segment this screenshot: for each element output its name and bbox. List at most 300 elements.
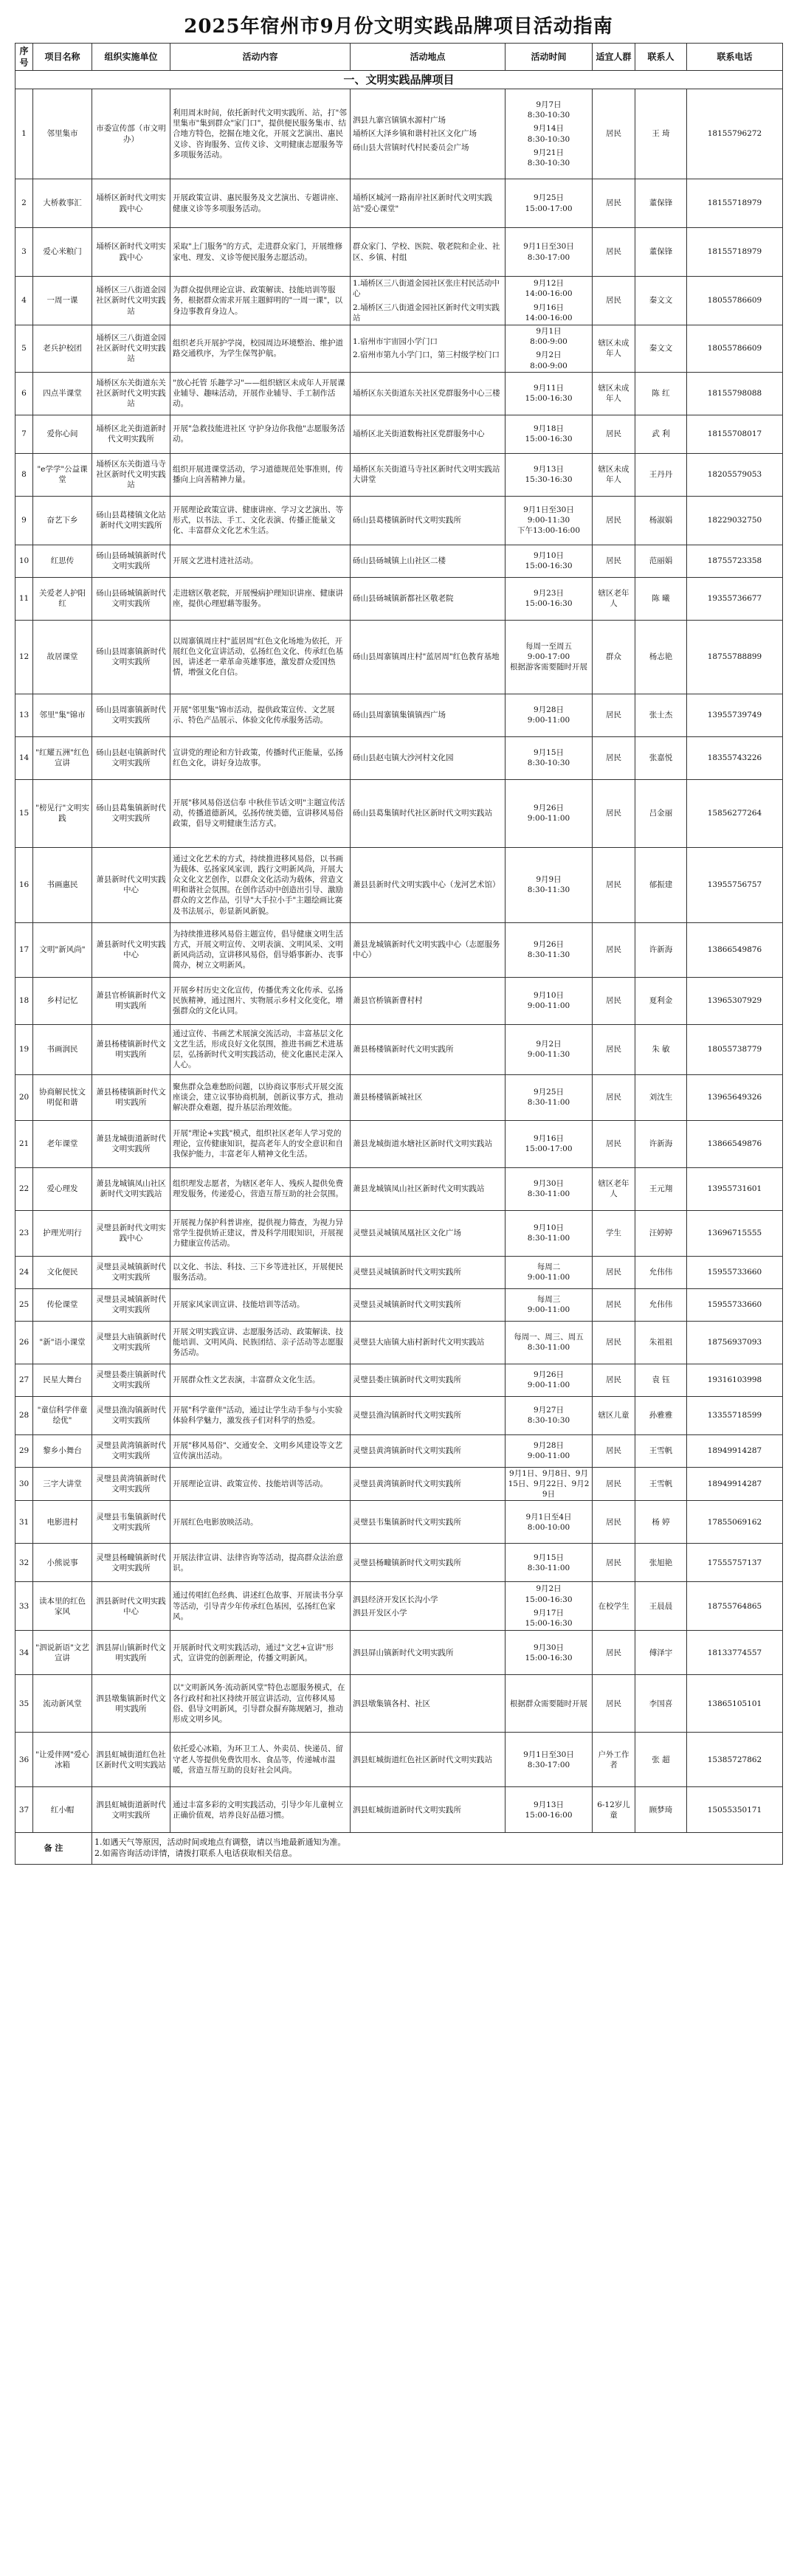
place-line: 1.宿州市宇宙园小学门口 <box>353 337 438 347</box>
activity-place <box>351 736 506 779</box>
activity-place <box>351 1733 506 1787</box>
target-crowd: 居民 <box>593 1501 635 1544</box>
contact-person: 刘沈生 <box>635 1074 687 1120</box>
contact-person: 王晨晨 <box>635 1582 687 1631</box>
activity-time <box>506 1210 593 1256</box>
time-line: 9月15日 8:30-10:30 <box>527 748 570 768</box>
contact-phone: 15856277264 <box>687 779 783 847</box>
row-no: 25 <box>15 1288 33 1321</box>
contact-phone: 18756937093 <box>687 1321 783 1364</box>
project-name: 文明"新风尚" <box>33 922 92 977</box>
target-crowd: 居民 <box>593 977 635 1024</box>
activity-content: 利用周末时间，依托新时代文明实践所、站，打"邻里集市"集到群众"家门口"，提供便民服务集市、结合地方特色，挖掘在地文化，开展文艺演出、惠民义诊、咨询服务、宣传义诊、文明健康志愿服务等多项服务活动。 <box>170 89 351 179</box>
project-name: 邻里集市 <box>33 89 92 179</box>
activity-place <box>351 847 506 922</box>
target-crowd: 居民 <box>593 1544 635 1582</box>
activity-time <box>506 415 593 453</box>
row-no: 19 <box>15 1024 33 1074</box>
org-unit: 泗县虹城街道新时代文明实践所 <box>92 1787 170 1833</box>
contact-person: 王丹丹 <box>635 453 687 496</box>
activity-place <box>351 1582 506 1631</box>
project-name: 协商解民忧文明促和谐 <box>33 1074 92 1120</box>
time-line: 9月25日 8:30-11:00 <box>527 1088 570 1108</box>
table-row <box>15 1787 783 1833</box>
place-line: 2.宿州市第九小学门口，第三村级学校门口 <box>353 351 500 360</box>
target-crowd: 居民 <box>593 415 635 453</box>
place-line: 砀山县砀城镇上山社区二楼 <box>353 556 446 566</box>
place-line: 泗县屏山镇新时代文明实践所 <box>353 1648 454 1657</box>
time-line: 9月27日 8:30-10:30 <box>527 1406 570 1426</box>
activity-content: 开展红色电影放映活动。 <box>170 1501 351 1544</box>
org-unit: 埇桥区新时代文明实践中心 <box>92 228 170 277</box>
activity-time <box>506 545 593 577</box>
contact-phone: 18155798088 <box>687 372 783 415</box>
place-line: 砀山县砀城镇新都社区敬老院 <box>353 594 454 604</box>
time-line: 9月15日 8:30-11:00 <box>527 1553 570 1572</box>
target-crowd: 辖区未成年人 <box>593 372 635 415</box>
activity-content: 开展"移风易俗"、交通安全、文明乡风建设等文艺宣传演出活动。 <box>170 1434 351 1467</box>
org-unit: 萧县官桥镇新时代文明实践所 <box>92 977 170 1024</box>
org-unit: 灵璧县灵城镇新时代文明实践所 <box>92 1288 170 1321</box>
org-unit: 泗县墩集镇新时代文明实践所 <box>92 1675 170 1733</box>
row-no: 21 <box>15 1120 33 1167</box>
table-row <box>15 847 783 922</box>
place-line: 萧县龙城镇新时代文明实践中心（志愿服务中心） <box>353 940 500 960</box>
target-crowd: 居民 <box>593 847 635 922</box>
activity-table <box>15 43 783 1865</box>
table-row <box>15 1631 783 1675</box>
place-line: 萧县龙城镇凤山社区新时代文明实践站 <box>353 1184 485 1194</box>
project-name: 读本里的红色家风 <box>33 1582 92 1631</box>
place-line: 砀山县周寨镇集镇镇西广场 <box>353 711 446 720</box>
place-line: 萧县县新时代文明实践中心（龙河艺术馆） <box>353 880 500 890</box>
activity-place <box>351 545 506 577</box>
target-crowd: 居民 <box>593 736 635 779</box>
table-row <box>15 496 783 545</box>
activity-content: 采取"上门服务"的方式，走进群众家门，开展维修家电、理发、义诊等便民服务志愿活动。 <box>170 228 351 277</box>
time-line: 9月17日 15:00-16:30 <box>525 1608 573 1628</box>
target-crowd: 居民 <box>593 922 635 977</box>
target-crowd: 居民 <box>593 545 635 577</box>
time-line: 9月26日 8:30-11:30 <box>527 940 570 960</box>
activity-place <box>351 1467 506 1501</box>
activity-content: 开展"邻里集"锦市活动，提供政策宣传、文艺展示、特色产品展示、体验文化传承服务活动。 <box>170 694 351 736</box>
project-name: 大桥救事汇 <box>33 179 92 228</box>
activity-place <box>351 277 506 325</box>
section-row <box>15 71 783 89</box>
contact-phone: 18355743226 <box>687 736 783 779</box>
activity-content: 组织理发志愿者，为辖区老年人、残疾人提供免费理发服务，传递爱心，营造互帮互助的社会氛围。 <box>170 1167 351 1210</box>
activity-place <box>351 1631 506 1675</box>
table-row <box>15 1024 783 1074</box>
activity-content: 宣讲党的理论和方针政策，传播时代正能量，弘扬红色文化，讲好身边故事。 <box>170 736 351 779</box>
time-line: 9月9日 8:30-11:30 <box>527 875 570 895</box>
contact-person: 王元翔 <box>635 1167 687 1210</box>
notes-content <box>92 1833 783 1865</box>
target-crowd: 居民 <box>593 179 635 228</box>
row-no: 2 <box>15 179 33 228</box>
header-crowd: 适宜人群 <box>593 44 635 71</box>
time-line: 每周一至周五 9:00-17:00 根据游客需要随时开展 <box>510 641 587 672</box>
org-unit: 萧县杨楼镇新时代文明实践所 <box>92 1074 170 1120</box>
contact-phone: 17855069162 <box>687 1501 783 1544</box>
contact-phone: 15385727862 <box>687 1733 783 1787</box>
table-row <box>15 779 783 847</box>
row-no: 33 <box>15 1582 33 1631</box>
contact-phone: 13955739749 <box>687 694 783 736</box>
activity-time <box>506 779 593 847</box>
row-no: 15 <box>15 779 33 847</box>
org-unit: 泗县虹城街道红色社区新时代文明实践站 <box>92 1733 170 1787</box>
place-line: 萧县杨楼镇新时代文明实践所 <box>353 1045 454 1054</box>
target-crowd: 居民 <box>593 496 635 545</box>
table-row <box>15 325 783 373</box>
time-line: 9月12日 14:00-16:00 <box>525 279 573 299</box>
row-no: 5 <box>15 325 33 373</box>
activity-content: 通过丰富多彩的文明实践活动，引导少年儿童树立正确价值观，培养良好品德习惯。 <box>170 1787 351 1833</box>
table-row <box>15 694 783 736</box>
row-no: 34 <box>15 1631 33 1675</box>
row-no: 28 <box>15 1396 33 1434</box>
table-row <box>15 1733 783 1787</box>
project-name: "榜见行"文明实践 <box>33 779 92 847</box>
org-unit: 萧县杨楼镇新时代文明实践所 <box>92 1024 170 1074</box>
target-crowd: 辖区未成年人 <box>593 325 635 373</box>
time-line: 每周三 9:00-11:00 <box>527 1295 570 1315</box>
activity-content: 开展新时代文明实践活动，通过"文艺+宣讲"形式，宣讲党的创新理论，传播文明新风。 <box>170 1631 351 1675</box>
target-crowd: 辖区未成年人 <box>593 453 635 496</box>
table-row <box>15 453 783 496</box>
activity-content: 为持续推进移风易俗主题宣传，倡导健康文明生活方式，开展文明宣传、文明表演、文明风采、文明新风尚活动，宣讲移风易俗，倡导婚事新办、丧事简办，树立文明新风。 <box>170 922 351 977</box>
activity-time <box>506 1582 593 1631</box>
target-crowd: 居民 <box>593 277 635 325</box>
table-header-row <box>15 44 783 71</box>
activity-time <box>506 179 593 228</box>
project-name: 乡村记忆 <box>33 977 92 1024</box>
activity-content: 开展法律宣讲、法律咨询等活动，提高群众法治意识。 <box>170 1544 351 1582</box>
place-line: 灵璧县黄湾镇新时代文明实践所 <box>353 1479 461 1488</box>
project-name: 传伦课堂 <box>33 1288 92 1321</box>
target-crowd: 居民 <box>593 1120 635 1167</box>
time-line: 9月13日 15:30-16:30 <box>525 465 573 485</box>
time-line: 9月26日 9:00-11:00 <box>527 1370 570 1390</box>
time-line: 9月10日 15:00-16:30 <box>525 551 573 571</box>
org-unit: 灵璧县韦集镇新时代文明实践所 <box>92 1501 170 1544</box>
row-no: 4 <box>15 277 33 325</box>
target-crowd: 群众 <box>593 620 635 694</box>
contact-person: 朱 敏 <box>635 1024 687 1074</box>
table-row <box>15 1074 783 1120</box>
contact-person: 允伟伟 <box>635 1256 687 1288</box>
activity-place <box>351 415 506 453</box>
activity-place <box>351 496 506 545</box>
project-name: 关爱老人护阳红 <box>33 577 92 620</box>
contact-phone: 18205579053 <box>687 453 783 496</box>
org-unit: 埇桥区东关街道东关社区新时代文明实践站 <box>92 372 170 415</box>
place-line: 泗县虹城街道红色社区新时代文明实践站 <box>353 1755 492 1764</box>
activity-time <box>506 1364 593 1396</box>
activity-place <box>351 1167 506 1210</box>
project-name: 故居课堂 <box>33 620 92 694</box>
contact-person: 吕金丽 <box>635 779 687 847</box>
activity-time <box>506 1396 593 1434</box>
place-line: 灵璧县渔沟镇新时代文明实践所 <box>353 1411 461 1420</box>
contact-person: 张 超 <box>635 1733 687 1787</box>
row-no: 30 <box>15 1467 33 1501</box>
place-line: 灵璧县娄庄镇新时代文明实践所 <box>353 1375 461 1385</box>
contact-phone: 18155718979 <box>687 228 783 277</box>
page-title: 2025年宿州市9月份文明实践品牌项目活动指南 <box>184 15 613 38</box>
time-line: 9月30日 8:30-11:00 <box>527 1179 570 1199</box>
org-unit: 灵璧县大庙镇新时代文明实践所 <box>92 1321 170 1364</box>
contact-phone: 18229032750 <box>687 496 783 545</box>
contact-phone: 18155718979 <box>687 179 783 228</box>
place-line: 砀山县大营镇时代村民委员会广场 <box>353 142 469 152</box>
table-row <box>15 1396 783 1434</box>
row-no: 36 <box>15 1733 33 1787</box>
contact-phone: 13866549876 <box>687 922 783 977</box>
contact-person: 张嘉悦 <box>635 736 687 779</box>
table-row <box>15 620 783 694</box>
time-line: 9月30日 15:00-16:30 <box>525 1643 573 1662</box>
time-line: 9月25日 15:00-17:00 <box>525 193 573 213</box>
project-name: 黎乡小舞台 <box>33 1434 92 1467</box>
activity-content: 开展乡村历史文化宣传，传播优秀文化传承、弘扬民族精神，通过图片、实物展示乡村文化变化，增强群众的文化认同。 <box>170 977 351 1024</box>
place-line: 埇桥区东关街道马寺社区新时代文明实践站大讲堂 <box>353 465 500 485</box>
activity-place <box>351 1501 506 1544</box>
activity-time <box>506 1467 593 1501</box>
contact-phone: 18755764865 <box>687 1582 783 1631</box>
activity-place <box>351 1364 506 1396</box>
notes-row <box>15 1833 783 1865</box>
target-crowd: 居民 <box>593 694 635 736</box>
activity-time <box>506 89 593 179</box>
activity-content: 通过文化艺术的方式，持续推进移风易俗，以书画为载体、弘扬家风家训，践行文明新风尚，开展大众文化文艺创作，以群众文化活动为载体，营造文明和谐社会氛围。在创作活动中创造出引导、激励群众的文艺作品，引导"大手拉小手"主题绘画比赛及书法展示，彰显新风新貌。 <box>170 847 351 922</box>
org-unit: 砀山县周寨镇新时代文明实践所 <box>92 694 170 736</box>
contact-person: 袁 钰 <box>635 1364 687 1396</box>
row-no: 10 <box>15 545 33 577</box>
time-line: 9月1日至30日 8:30-17:00 <box>523 242 574 262</box>
contact-person: 陈 曦 <box>635 577 687 620</box>
project-name: 书画惠民 <box>33 847 92 922</box>
activity-place <box>351 325 506 373</box>
activity-time <box>506 1321 593 1364</box>
contact-person: 允伟伟 <box>635 1288 687 1321</box>
activity-content: 开展"理论+实践"模式，组织社区老年人学习党的理论，宣传健康知识，提高老年人的安全意识和自我保护能力，丰富老年人精神文化生活。 <box>170 1120 351 1167</box>
activity-place <box>351 372 506 415</box>
place-line: 萧县杨楼镇新城社区 <box>353 1093 423 1102</box>
activity-time <box>506 1074 593 1120</box>
table-row <box>15 372 783 415</box>
target-crowd: 居民 <box>593 1256 635 1288</box>
note-line: 1.如遇天气等原因，活动时间或地点有调整，请以当地最新通知为准。 <box>94 1837 346 1848</box>
time-line: 每周一、周三、周五 8:30-11:00 <box>514 1333 584 1353</box>
time-line: 9月26日 9:00-11:00 <box>527 804 570 823</box>
place-line: 埇桥区北关街道数梅社区党群服务中心 <box>353 429 485 439</box>
time-line: 9月16日 15:00-17:00 <box>525 1134 573 1154</box>
activity-content: 开展理论政策宣讲、健康讲座、学习文艺演出、等形式，以书法、手工、文化表演、传播正能量文化、丰富群众文化艺术生活。 <box>170 496 351 545</box>
place-line: 灵璧县灵城镇新时代文明实践所 <box>353 1268 461 1277</box>
target-crowd: 户外工作者 <box>593 1733 635 1787</box>
table-row <box>15 89 783 179</box>
contact-phone: 18755723358 <box>687 545 783 577</box>
activity-time <box>506 847 593 922</box>
row-no: 16 <box>15 847 33 922</box>
project-name: 爱你心间 <box>33 415 92 453</box>
time-line: 9月10日 9:00-11:00 <box>527 991 570 1011</box>
contact-phone: 17555757137 <box>687 1544 783 1582</box>
activity-time <box>506 277 593 325</box>
row-no: 8 <box>15 453 33 496</box>
place-line: 灵璧县大庙镇大庙村新时代文明实践站 <box>353 1338 485 1347</box>
contact-person: 郁振建 <box>635 847 687 922</box>
time-line: 根据群众需要随时开展 <box>510 1699 587 1708</box>
activity-place <box>351 1321 506 1364</box>
project-name: "新"语小课堂 <box>33 1321 92 1364</box>
org-unit: 灵璧县灵城镇新时代文明实践所 <box>92 1256 170 1288</box>
time-line: 9月11日 15:00-16:30 <box>525 384 573 404</box>
contact-person: 秦文文 <box>635 277 687 325</box>
row-no: 7 <box>15 415 33 453</box>
table-row <box>15 415 783 453</box>
activity-place <box>351 1256 506 1288</box>
row-no: 37 <box>15 1787 33 1833</box>
project-name: 民星大舞台 <box>33 1364 92 1396</box>
time-line: 9月21日 8:30-10:30 <box>527 148 570 168</box>
contact-person: 王雪帆 <box>635 1467 687 1501</box>
activity-content: 开展理论宣讲、政策宣传、技能培训等活动。 <box>170 1467 351 1501</box>
activity-content: 开展"科学童伴"活动，通过让学生动手参与小实验体验科学魅力，激发孩子们对科学的热爱。 <box>170 1396 351 1434</box>
contact-person: 武 利 <box>635 415 687 453</box>
table-row <box>15 1501 783 1544</box>
place-line: 萧县官桥镇新曹村村 <box>353 996 423 1006</box>
row-no: 22 <box>15 1167 33 1210</box>
project-name: 老兵护校团 <box>33 325 92 373</box>
activity-place <box>351 1120 506 1167</box>
activity-content: "放心托管 乐趣学习"——组织辖区未成年人开展课业辅导、趣味活动，开展作业辅导、手工制作活动。 <box>170 372 351 415</box>
place-line: 灵璧县灵城镇凤凰社区文化广场 <box>353 1229 461 1238</box>
org-unit: 砀山县葛楼镇文化站新时代文明实践所 <box>92 496 170 545</box>
contact-phone: 13955756757 <box>687 847 783 922</box>
contact-phone: 19316103998 <box>687 1364 783 1396</box>
note-line: 2.如需咨询活动详情，请拨打联系人电话获取相关信息。 <box>94 1848 297 1859</box>
target-crowd: 居民 <box>593 779 635 847</box>
activity-content: 为群众提供理论宣讲、政策解读、技能培训等服务，根据群众需求开展主题鲜明的"一周一课"，以身边事教育身边人。 <box>170 277 351 325</box>
table-row <box>15 1256 783 1288</box>
contact-person: 朱祖祖 <box>635 1321 687 1364</box>
target-crowd: 6-12岁儿童 <box>593 1787 635 1833</box>
time-line: 9月13日 15:00-16:00 <box>525 1800 573 1820</box>
activity-time <box>506 1167 593 1210</box>
place-line: 灵璧县杨疃镇新时代文明实践所 <box>353 1558 461 1567</box>
target-crowd: 居民 <box>593 228 635 277</box>
contact-phone: 15955733660 <box>687 1256 783 1288</box>
project-name: 爱心理发 <box>33 1167 92 1210</box>
time-line: 9月14日 8:30-10:30 <box>527 124 570 144</box>
place-line: 砀山县周寨镇周庄村"蓝居周"红色教育基地 <box>353 652 500 662</box>
activity-content: 开展"移风易俗送信奉 中秋佳节话文明"主题宣传活动，传播道德新风，弘扬传统美德，宣讲移风易俗政策，倡导文明健康生活方式。 <box>170 779 351 847</box>
activity-content: 开展文艺进村进社活动。 <box>170 545 351 577</box>
table-row <box>15 228 783 277</box>
activity-time <box>506 1733 593 1787</box>
project-name: 一周一课 <box>33 277 92 325</box>
table-row <box>15 577 783 620</box>
target-crowd: 辖区老年人 <box>593 1167 635 1210</box>
target-crowd: 居民 <box>593 1288 635 1321</box>
place-line: 灵璧县黄湾镇新时代文明实践所 <box>353 1446 461 1456</box>
notes-label: 备 注 <box>15 1833 92 1865</box>
org-unit: 埇桥区三八街道金园社区新时代文明实践站 <box>92 277 170 325</box>
contact-phone: 15055350171 <box>687 1787 783 1833</box>
org-unit: 泗县屏山镇新时代文明实践所 <box>92 1631 170 1675</box>
row-no: 24 <box>15 1256 33 1288</box>
row-no: 3 <box>15 228 33 277</box>
project-name: 四点半课堂 <box>33 372 92 415</box>
activity-place <box>351 977 506 1024</box>
row-no: 27 <box>15 1364 33 1396</box>
contact-person: 顾梦琦 <box>635 1787 687 1833</box>
activity-content: 以周寨镇周庄村"蓝居周"红色文化场地为依托，开展红色文化宣讲活动，弘扬红色文化、传承红色基因，讲述老一辈革命英雄事迹，激发群众爱国热情，增强文化自信。 <box>170 620 351 694</box>
time-line: 9月28日 9:00-11:00 <box>527 1441 570 1461</box>
activity-place <box>351 1434 506 1467</box>
target-crowd: 辖区儿童 <box>593 1396 635 1434</box>
contact-person: 许新海 <box>635 922 687 977</box>
header-name: 项目名称 <box>33 44 92 71</box>
contact-phone: 18133774557 <box>687 1631 783 1675</box>
activity-content: 聚焦群众急难愁盼问题，以协商议事形式开展交流座谈会，建立议事协商机制，创新议事方式，推动解决群众难题，提升基层治理效能。 <box>170 1074 351 1120</box>
header-phone: 联系电话 <box>687 44 783 71</box>
place-line: 泗县九寨宫镇镇水源村广场 <box>353 116 446 125</box>
activity-place <box>351 1787 506 1833</box>
activity-time <box>506 577 593 620</box>
table-row <box>15 545 783 577</box>
row-no: 26 <box>15 1321 33 1364</box>
table-row <box>15 1288 783 1321</box>
activity-place <box>351 453 506 496</box>
target-crowd: 居民 <box>593 1434 635 1467</box>
time-line: 9月1日至30日 9:00-11:30 下午13:00-16:00 <box>517 505 581 536</box>
place-line: 灵璧县灵城镇新时代文明实践所 <box>353 1300 461 1310</box>
place-line: 泗县虹城街道新时代文明实践所 <box>353 1805 461 1814</box>
contact-person: 王雪帆 <box>635 1434 687 1467</box>
row-no: 31 <box>15 1501 33 1544</box>
project-name: "e学学"公益课堂 <box>33 453 92 496</box>
time-line: 9月1日至4日 8:00-10:00 <box>525 1512 572 1532</box>
contact-person: 孙雅雅 <box>635 1396 687 1434</box>
contact-phone: 18949914287 <box>687 1467 783 1501</box>
row-no: 11 <box>15 577 33 620</box>
time-line: 9月2日 8:00-9:00 <box>530 351 567 370</box>
section-title: 一、文明实践品牌项目 <box>15 71 783 89</box>
time-line: 9月23日 15:00-16:30 <box>525 589 573 609</box>
project-name: 文化便民 <box>33 1256 92 1288</box>
contact-phone: 13955731601 <box>687 1167 783 1210</box>
activity-time <box>506 453 593 496</box>
contact-person: 张旭艳 <box>635 1544 687 1582</box>
contact-phone: 18055738779 <box>687 1024 783 1074</box>
row-no: 14 <box>15 736 33 779</box>
table-row <box>15 1467 783 1501</box>
org-unit: 萧县新时代文明实践中心 <box>92 847 170 922</box>
target-crowd: 居民 <box>593 1467 635 1501</box>
activity-content: 开展"急救技能进社区 守护身边你我他"志愿服务活动。 <box>170 415 351 453</box>
activity-time <box>506 1256 593 1288</box>
header-org: 组织实施单位 <box>92 44 170 71</box>
activity-time <box>506 694 593 736</box>
table-row <box>15 977 783 1024</box>
time-line: 9月16日 14:00-16:00 <box>525 303 573 322</box>
contact-phone: 18755788899 <box>687 620 783 694</box>
